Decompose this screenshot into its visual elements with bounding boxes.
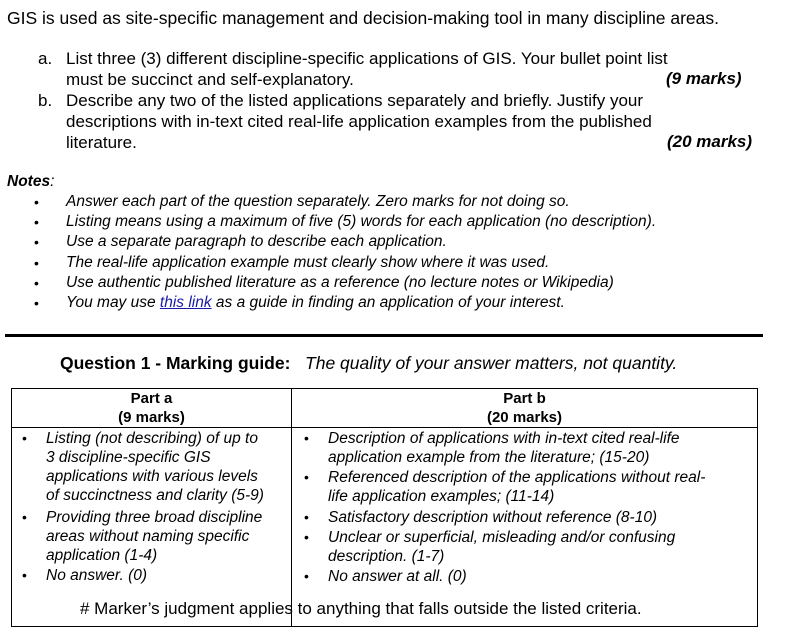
section-divider (5, 334, 763, 337)
part-b-label: b. (38, 91, 53, 110)
criterion-line: of succinctness and clarity (5-9) (46, 487, 264, 504)
criterion-text (328, 567, 467, 586)
notes-title (7, 173, 54, 191)
part-b-text (66, 90, 652, 153)
part-a-label: a. (38, 49, 53, 68)
part-b-criteria (292, 428, 758, 627)
question-intro: GIS is used as site-specific management and decision-making tool in many discipline areas. (7, 8, 720, 28)
part-b-heading: Part b (503, 390, 546, 407)
criterion-text (328, 468, 705, 506)
note-text-before: You may use (66, 294, 160, 311)
bullet-icon: • (304, 469, 309, 485)
criterion-text (328, 429, 680, 467)
bullet-icon: • (34, 214, 39, 230)
part-a-header (12, 389, 292, 428)
note-text-after: as a guide in finding an application of your interest. (211, 294, 565, 311)
part-a-criteria (12, 428, 292, 627)
criterion-line: applications with various levels (46, 468, 258, 485)
criterion-line: description. (1-7) (328, 548, 445, 565)
part-b-line: Describe any two of the listed applications separately and briefly. Justify your (66, 91, 644, 110)
marking-guide-table (11, 388, 758, 627)
part-b-line: literature. (66, 133, 137, 152)
criterion-text (46, 566, 147, 585)
part-b-line: descriptions with in-text cited real-life application examples from the published (66, 112, 652, 131)
criterion-text (328, 508, 657, 527)
criterion-line: No answer at all. (0) (328, 568, 467, 585)
bullet-icon: • (304, 430, 309, 446)
bullet-icon: • (22, 430, 27, 446)
criterion-text (328, 528, 675, 566)
criterion-line: Description of applications with in-text cited real-life (328, 430, 680, 447)
criterion-line: Unclear or superficial, misleading and/or confusing (328, 529, 676, 546)
question-part-a (38, 48, 758, 92)
part-b-header (292, 389, 758, 428)
note-text: The real-life application example must clearly show where it was used. (66, 254, 550, 271)
criterion-line: Providing three broad discipline (46, 509, 263, 526)
criterion-line: 3 discipline-specific GIS (46, 449, 211, 466)
criterion-line: application example from the literature; (15-20) (328, 449, 650, 466)
part-b-header-marks: (20 marks) (486, 409, 563, 426)
part-a-header-marks: (9 marks) (118, 409, 185, 426)
this-link[interactable]: this link (159, 294, 212, 311)
criterion-line: areas without naming specific (46, 528, 250, 545)
criterion-line: Listing (not describing) of up to (46, 430, 258, 447)
marking-guide-title: Question 1 - Marking guide: (60, 353, 291, 373)
note-text: Listing means using a maximum of five (5) words for each application (no description). (66, 213, 657, 230)
part-a-text (66, 48, 668, 90)
criterion-line: No answer. (0) (46, 567, 148, 584)
note-text: Use a separate paragraph to describe each application. (66, 233, 447, 250)
notes-title-text: Notes (7, 173, 51, 190)
bullet-icon: • (34, 255, 39, 271)
marking-guide-footer: # Marker’s judgment applies to anything that falls outside the listed criteria. (80, 599, 642, 618)
part-a-marks: (9 marks) (666, 69, 742, 88)
bullet-icon: • (22, 567, 27, 583)
part-a-line: List three (3) different discipline-specific applications of GIS. Your bullet point list (66, 49, 668, 68)
note-text: Use authentic published literature as a reference (no lecture notes or Wikipedia) (66, 274, 614, 291)
bullet-icon: • (304, 568, 309, 584)
marking-guide-subtitle: The quality of your answer matters, not quantity. (305, 353, 678, 373)
criterion-text (46, 429, 264, 505)
part-b-marks: (20 marks) (667, 132, 753, 151)
question-part-b (38, 90, 758, 156)
criterion-line: Referenced description of the applications without real- (328, 469, 706, 486)
bullet-icon: • (22, 509, 27, 525)
criterion-line: application (1-4) (46, 547, 158, 564)
criterion-line: life application examples; (11-14) (328, 488, 555, 505)
notes-title-colon: : (50, 173, 55, 190)
bullet-icon: • (34, 275, 39, 291)
part-a-line: must be succinct and self-explanatory. (66, 70, 354, 89)
table-criteria-row (12, 428, 758, 627)
criterion-line: Satisfactory description without reference (8-10) (328, 509, 658, 526)
note-text: Answer each part of the question separately. Zero marks for not doing so. (66, 193, 570, 210)
bullet-icon: • (304, 509, 309, 525)
criterion-text (46, 508, 262, 565)
bullet-icon: • (304, 529, 309, 545)
table-header-row (12, 389, 758, 428)
bullet-icon: • (34, 194, 39, 210)
bullet-icon: • (34, 295, 39, 311)
part-a-heading: Part a (130, 390, 173, 407)
bullet-icon: • (34, 234, 39, 250)
note-text (66, 293, 565, 313)
marking-guide-heading (60, 353, 677, 374)
